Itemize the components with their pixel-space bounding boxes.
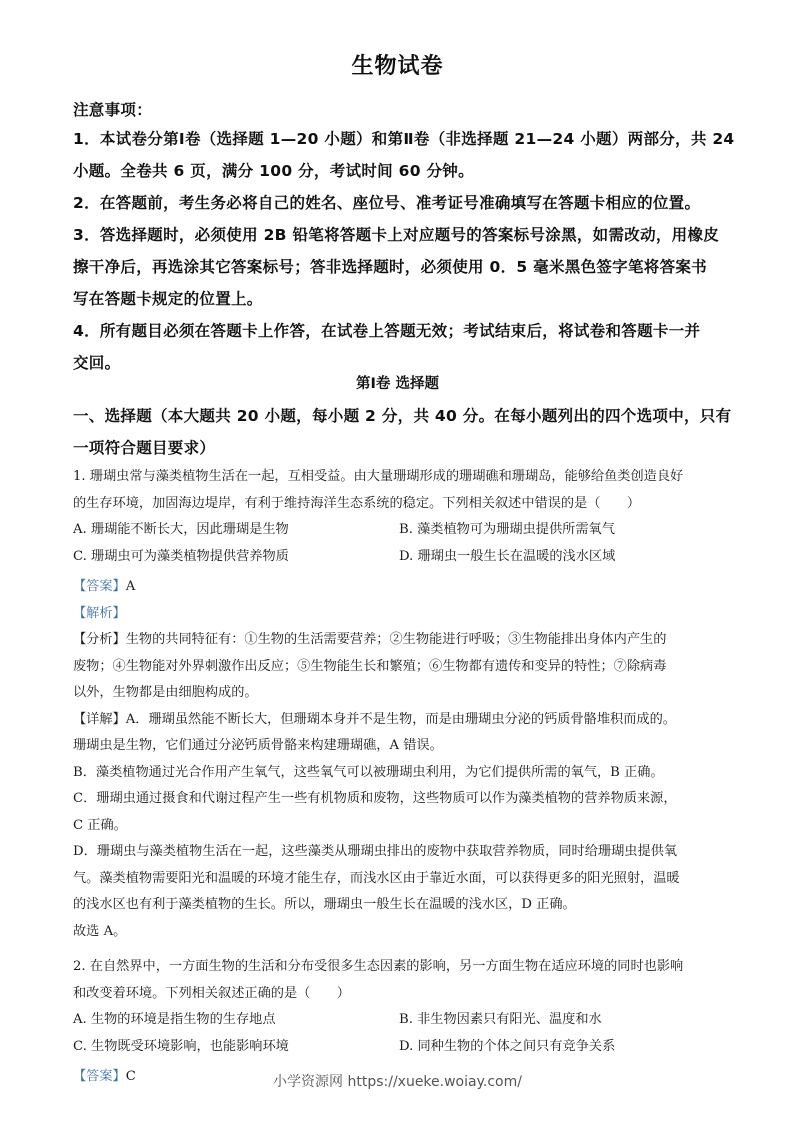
notice-line: 小题。全卷共 6 页，满分 100 分，考试时间 60 分钟。 xyxy=(73,162,474,180)
page-title: 生物试卷 xyxy=(351,54,444,79)
notice-line: 1．本试卷分第Ⅰ卷（选择题 1—20 小题）和第Ⅱ卷（非选择题 21—24 小题）两部分，共 24 xyxy=(73,130,735,148)
answer-line xyxy=(73,574,723,601)
question-1-stem: 1. 珊瑚虫常与藻类植物生活在一起，互相受益。由大量珊瑚形成的珊瑚礁和珊瑚岛，能够给鱼类创造良好 的生存环境，加固海边堤岸，有利于维持海洋生态系统的稳定。下列相关叙述中错误的是（ ） xyxy=(73,469,684,511)
answer-value: A xyxy=(125,579,136,594)
part-heading: 一、选择题（本大题共 20 小题，每小题 2 分，共 40 分。在每小题列出的四个选项中，只有 一项符合题目要求） xyxy=(73,407,732,457)
question-2-stem: 2. 在自然界中，一方面生物的生活和分布受很多生态因素的影响，另一方面生物在适应环境的同时也影响 和改变着环境。下列相关叙述正确的是（ ） xyxy=(73,959,684,1001)
watermark: 小学资源网 https://xueke.woiay.com/ xyxy=(273,1074,522,1090)
answer-value: C xyxy=(125,1069,136,1084)
option-d: D. 珊瑚虫一般生长在温暖的浅水区域 xyxy=(399,548,616,564)
analysis-label: 【解析】 xyxy=(73,605,126,621)
xiangjie-label: 【详解】 xyxy=(73,711,126,727)
question-2-options xyxy=(73,1007,723,1060)
option-d: D. 同种生物的个体之间只有竞争关系 xyxy=(399,1038,616,1054)
option-a: A. 珊瑚能不断长大，因此珊瑚是生物 xyxy=(73,522,289,537)
fenxi-line: 【分析】生物的共同特征有：①生物的生活需要营养；②生物能进行呼吸；③生物能排出身体内产生的 xyxy=(73,632,667,647)
notice-line: 写在答题卡规定的位置上。 xyxy=(73,290,263,308)
option-c: C. 生物既受环境影响，也能影响环境 xyxy=(73,1038,289,1054)
fenxi-label: 【分析】 xyxy=(73,632,126,647)
answer-label: 【答案】 xyxy=(73,1069,126,1084)
notice-line: 擦干净后，再选涂其它答案标号；答非选择题时，必须使用 0．5 毫米黑色签字笔将答案书 xyxy=(73,258,707,276)
option-c: C. 珊瑚虫可为藻类植物提供营养物质 xyxy=(73,548,289,564)
option-b: B. 非生物因素只有阳光、温度和水 xyxy=(399,1012,602,1027)
notices-list xyxy=(73,123,735,379)
option-a: A. 生物的环境是指生物的生存地点 xyxy=(73,1012,276,1027)
answer-label: 【答案】 xyxy=(73,579,126,594)
analysis-line xyxy=(73,601,723,628)
section-heading: 第Ⅰ卷 选择题 xyxy=(356,376,439,392)
notice-line: 交回。 xyxy=(73,354,121,372)
question-1-answer-block xyxy=(73,574,723,627)
option-b: B. 藻类植物可为珊瑚虫提供所需氧气 xyxy=(399,522,615,537)
xiangjie-line: 【详解】A．珊瑚虽然能不断长大，但珊瑚本身并不是生物，而是由珊瑚虫分泌的钙质骨骼堆积而成的。 xyxy=(73,711,676,727)
notice-heading: 注意事项： xyxy=(73,101,153,119)
question-1-explanation: 【分析】生物的共同特征有：①生物的生活需要营养；②生物能进行呼吸；③生物能排出身体内产生的 废物；④生物能对外界刺激作出反应；⑤生物能生长和繁殖；⑥生物都有遗传和变异的特性；⑦除病毒 以外，生物都是由细胞构成的。 【详解】A．珊瑚虽然能不断长大，但珊瑚本身并不是生物，而是由珊瑚虫分泌的钙质骨骼堆积而成的。 珊瑚虫是生物，它们通过分泌钙质骨骼来构建珊瑚礁，A 错误。 B．藻类植物通过光合作用产生氧气，这些氧气可以被珊瑚虫利用，为它们提供所需的氧气，B 正确。 C．珊瑚虫通过摄食和代谢过程产生一些有机物质和废物，这些物质可以作为藻类植物的营养物质来源， C 正确。 D．珊瑚虫与藻类植物生活在一起，这些藻类从珊瑚虫排出的废物中获取营养物质，同时给珊瑚虫提供氧 气。藻类植物需要阳光和温暖的环境才能生存，而浅水区由于靠近水面，可以获得更多的阳光照射，温暖 的浅水区也有利于藻类植物的生长。所以，珊瑚虫一般生长在温暖的浅水区，D 正确。 故选 A。 xyxy=(73,627,723,945)
question-1-options xyxy=(73,517,723,570)
notice-line: 4．所有题目必须在答题卡上作答，在试卷上答题无效；考试结束后，将试卷和答题卡一并 xyxy=(73,322,701,340)
notice-line: 2．在答题前，考生务必将自己的姓名、座位号、准考证号准确填写在答题卡相应的位置。 xyxy=(73,194,701,212)
notice-line: 3．答选择题时，必须使用 2B 铅笔将答题卡上对应题号的答案标号涂黑，如需改动，用橡皮 xyxy=(73,226,720,244)
